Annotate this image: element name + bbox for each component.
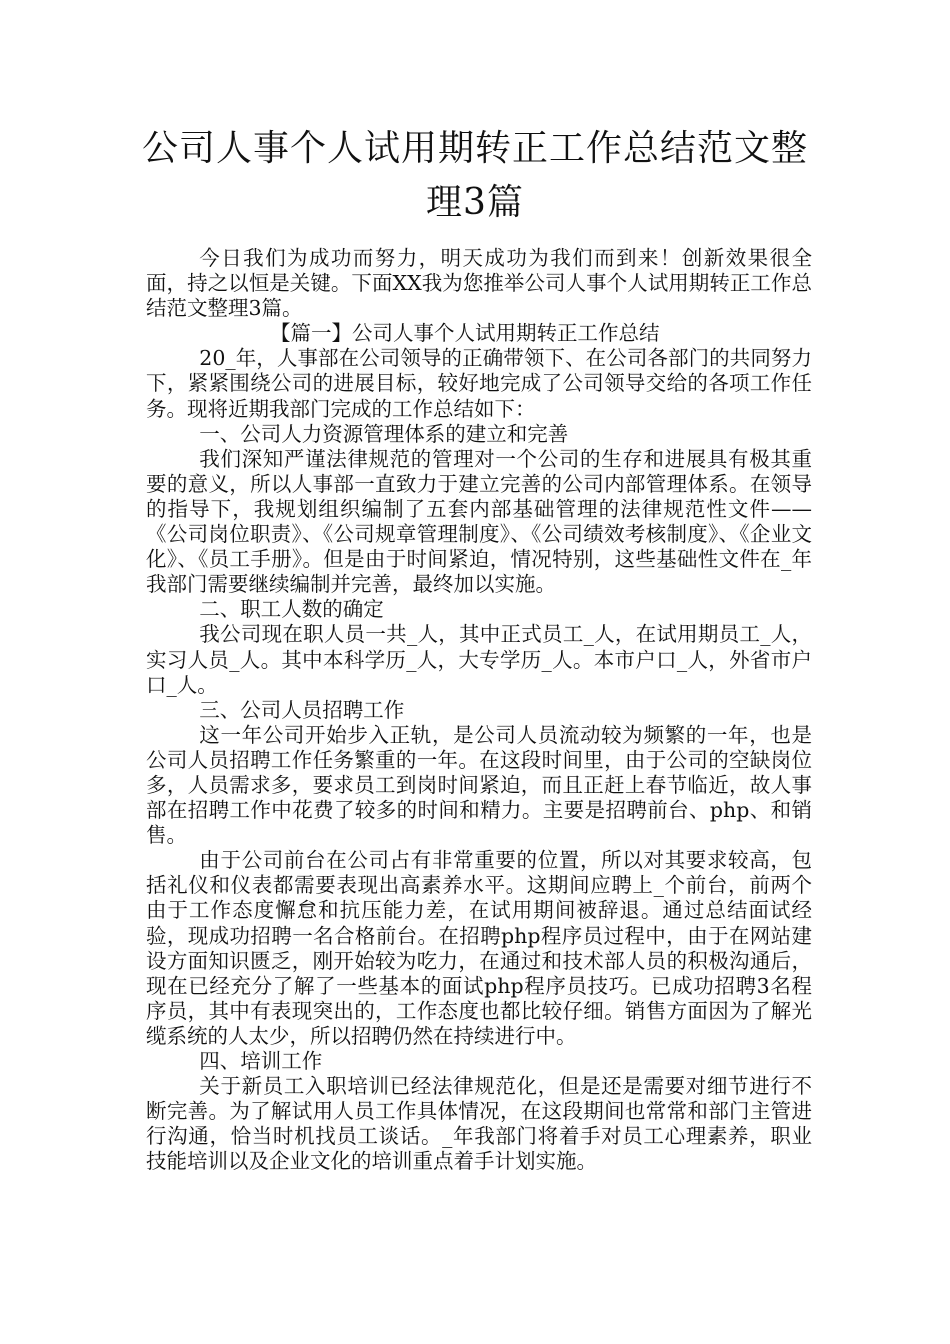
intro-paragraph: 今日我们为成功而努力，明天成功为我们而到来！创新效果很全面，持之以恒是关键。下面XX我为您推举公司人事个人试用期转正工作总结范文整理3篇。 [146, 246, 812, 321]
body-paragraph: 由于公司前台在公司占有非常重要的位置，所以对其要求较高，包括礼仪和仪表都需要表现出高素养水平。这期间应聘上_个前台，前两个由于工作态度懈怠和抗压能力差，在试用期间被辞退。通过总结面试经验，现成功招聘一名合格前台。在招聘php程序员过程中，由于在网站建设方面知识匮乏，刚开始较为吃力，在通过和技术部人员的积极沟通后，现在已经充分了解了一些基本的面试php程序员技巧。已成功招聘3名程序员，其中有表现突出的，工作态度也都比较仔细。销售方面因为了解光缆系统的人太少，所以招聘仍然在持续进行中。 [146, 848, 812, 1048]
body-paragraph: 我们深知严谨法律规范的管理对一个公司的生存和进展具有极其重要的意义，所以人事部一直致力于建立完善的公司内部管理体系。在领导的指导下，我规划组织编制了五套内部基础管理的法律规范性文件——《公司岗位职责》、《公司规章管理制度》、《公司绩效考核制度》、《企业文化》、《员工手册》。但是由于时间紧迫，情况特别，这些基础性文件在_年我部门需要继续编制并完善，最终加以实施。 [146, 446, 812, 597]
body-paragraph: 关于新员工入职培训已经法律规范化，但是还是需要对细节进行不断完善。为了解试用人员工作具体情况，在这段期间也常常和部门主管进行沟通，恰当时机找员工谈话。_年我部门将着手对员工心理素养，职业技能培训以及企业文化的培训重点着手计划实施。 [146, 1074, 812, 1174]
section-heading-part-one: 【篇一】公司人事个人试用期转正工作总结 [270, 321, 660, 346]
section-heading: 三、公司人员招聘工作 [199, 697, 405, 722]
body-paragraph: 我公司现在职人员一共_人，其中正式员工_人，在试用期员工_人，实习人员_人。其中本科学历_人，大专学历_人。本市户口_人，外省市户口_人。 [146, 622, 812, 697]
section-heading: 一、公司人力资源管理体系的建立和完善 [199, 421, 569, 446]
section-heading: 二、职工人数的确定 [199, 597, 384, 622]
title-line-1: 公司人事个人试用期转正工作总结范文整 [141, 128, 808, 169]
section-heading: 四、培训工作 [199, 1049, 323, 1073]
document-body [146, 246, 812, 1174]
document-title [120, 122, 830, 230]
title-line-2: 理3篇 [426, 182, 524, 223]
body-paragraph: 这一年公司开始步入正轨，是公司人员流动较为频繁的一年，也是公司人员招聘工作任务繁重的一年。在这段时间里，由于公司的空缺岗位多，人员需求多，要求员工到岗时间紧迫，而且正赶上春节临近，故人事部在招聘工作中花费了较多的时间和精力。主要是招聘前台、php、和销售。 [146, 722, 812, 848]
body-paragraph: 20_年，人事部在公司领导的正确带领下、在公司各部门的共同努力下，紧紧围绕公司的进展目标，较好地完成了公司领导交给的各项工作任务。现将近期我部门完成的工作总结如下： [146, 346, 812, 421]
